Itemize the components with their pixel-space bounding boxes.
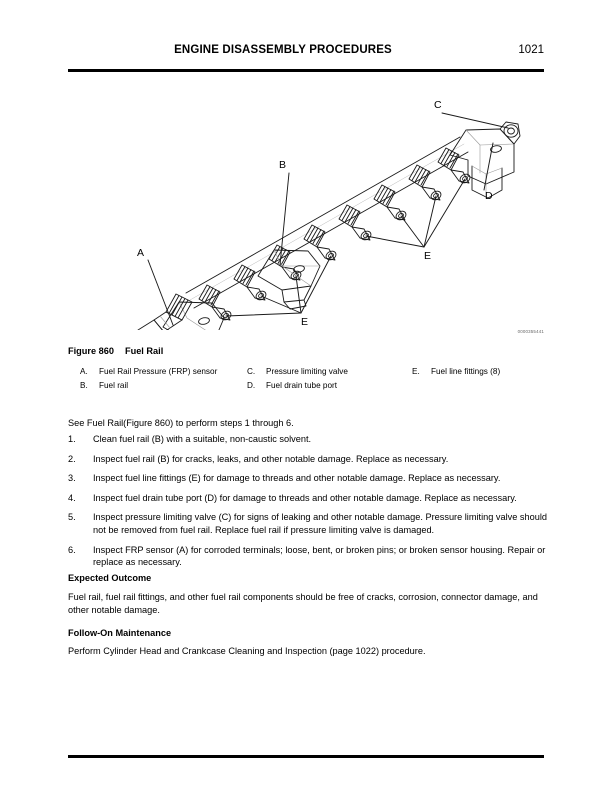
callout-label-b: B [279, 159, 287, 171]
legend-key-d: D. [247, 381, 256, 390]
legend-text-b: Fuel rail [99, 381, 129, 390]
legend-item-d [247, 381, 348, 395]
figure-illustration [68, 80, 544, 340]
follow-on-maintenance-text: Perform Cylinder Head and Crankcase Cleaning and Inspection (page 1022) procedure. [68, 646, 426, 656]
expected-outcome-heading: Expected Outcome [68, 573, 152, 583]
legend-key-a: A. [80, 367, 88, 376]
fuel-rail-line-drawing [68, 80, 544, 330]
step-item [68, 453, 550, 466]
callout-label-c: C [434, 99, 442, 111]
step-number: 6. [68, 544, 76, 555]
legend-column-2 [247, 367, 348, 395]
callout-label-e-upper: E [424, 250, 432, 262]
step-text: Clean fuel rail (B) with a suitable, non-caustic solvent. [93, 434, 312, 444]
figure-caption-title: Fuel Rail [124, 346, 164, 356]
legend-key-c: C. [247, 367, 256, 376]
expected-outcome-text: Fuel rail, fuel rail fittings, and other fuel rail components should be free of cracks, corrosion, connector damage, and other notable damage. [68, 592, 538, 615]
step-text: Inspect pressure limiting valve (C) for signs of leaking and other notable damage. Pressure limiting valve should not be removed from fuel rail. Replace fuel rail if pressure limiting valve is damaged. [93, 512, 547, 535]
step-item [68, 492, 550, 505]
legend-item-a [80, 367, 217, 381]
callout-label-e-lower: E [301, 316, 309, 328]
step-item [68, 472, 550, 485]
legend-item-c [247, 367, 348, 381]
follow-on-maintenance-heading: Follow-On Maintenance [68, 628, 172, 638]
footer-divider [68, 755, 544, 758]
step-text: Inspect fuel rail (B) for cracks, leaks, and other notable damage. Replace as necessary. [93, 453, 449, 464]
step-item [68, 511, 550, 536]
step-item [68, 433, 550, 446]
page-title: ENGINE DISASSEMBLY PROCEDURES [174, 44, 392, 56]
step-item [68, 544, 550, 569]
step-text: Inspect fuel line fittings (E) for damage to threads and other notable damage. Replace as necessary. [93, 473, 501, 484]
callout-label-a: A [137, 247, 145, 259]
legend-key-b: B. [80, 381, 88, 390]
figure-caption [68, 346, 163, 356]
legend-text-a: Fuel Rail Pressure (FRP) sensor [99, 367, 218, 376]
intro-paragraph: See Fuel Rail(Figure 860) to perform steps 1 through 6. [68, 418, 294, 428]
legend-key-e: E. [412, 367, 420, 376]
legend-column-1 [80, 367, 217, 395]
procedure-steps-list [68, 433, 550, 576]
legend-text-e: Fuel line fittings (8) [431, 367, 501, 376]
legend-text-d: Fuel drain tube port [266, 381, 338, 390]
step-text: Inspect fuel drain tube port (D) for damage to threads and other notable damage. Replace as necessary. [93, 492, 517, 503]
page-number: 1021 [518, 44, 544, 56]
step-number: 4. [68, 492, 76, 503]
step-number: 1. [68, 434, 76, 444]
figure-id-code: 0000355441 [517, 329, 544, 334]
step-number: 2. [68, 453, 76, 464]
legend-column-3 [412, 367, 500, 381]
legend-item-b [80, 381, 217, 395]
step-text: Inspect FRP sensor (A) for corroded terminals; loose, bent, or broken pins; or broken sensor housing. Repair or replace as necessary. [93, 544, 546, 568]
callout-label-d: D [485, 190, 493, 202]
figure-caption-label: Figure 860 [68, 346, 114, 356]
header-divider [68, 69, 544, 72]
legend-item-e [412, 367, 500, 381]
step-number: 5. [68, 512, 76, 523]
page-header [68, 44, 544, 64]
legend-text-c: Pressure limiting valve [266, 367, 348, 376]
step-number: 3. [68, 473, 76, 484]
